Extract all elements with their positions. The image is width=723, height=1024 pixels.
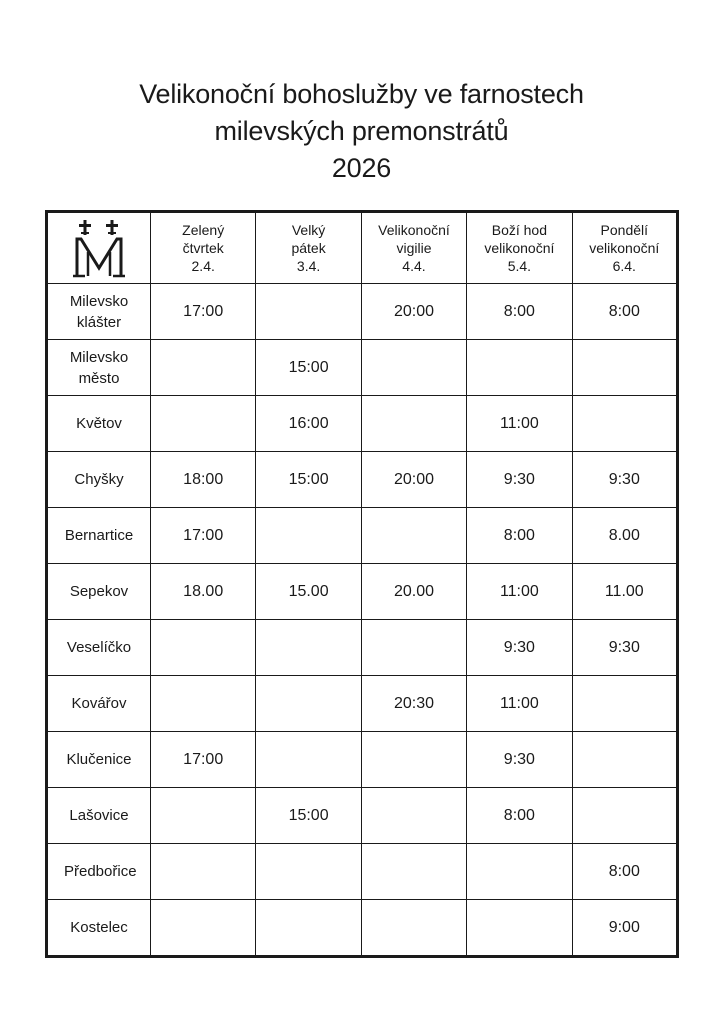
title-line-2: milevských premonstrátů bbox=[214, 116, 509, 146]
service-time: 17:00 bbox=[151, 284, 256, 340]
column-header-line1: Pondělí bbox=[600, 222, 649, 238]
column-header-line3: 2.4. bbox=[191, 258, 215, 274]
service-time: 17:00 bbox=[151, 508, 256, 564]
table-row bbox=[47, 340, 678, 396]
service-time bbox=[572, 732, 677, 788]
service-time: 9:00 bbox=[572, 900, 677, 957]
service-time: 15:00 bbox=[256, 788, 361, 844]
service-time bbox=[467, 844, 572, 900]
service-time bbox=[256, 508, 361, 564]
service-time: 18:00 bbox=[151, 452, 256, 508]
service-time: 9:30 bbox=[572, 452, 677, 508]
service-time bbox=[361, 508, 466, 564]
logo-cell bbox=[47, 212, 151, 284]
service-time: 18.00 bbox=[151, 564, 256, 620]
service-time: 11:00 bbox=[467, 396, 572, 452]
service-time bbox=[361, 620, 466, 676]
column-header-line3: 5.4. bbox=[507, 258, 532, 274]
service-time: 15:00 bbox=[256, 340, 361, 396]
service-time: 11:00 bbox=[467, 564, 572, 620]
table-header-row bbox=[47, 212, 678, 284]
service-time bbox=[256, 284, 361, 340]
service-time: 8:00 bbox=[467, 788, 572, 844]
parish-name: Chyšky bbox=[47, 452, 151, 508]
service-time bbox=[151, 844, 256, 900]
service-time: 15:00 bbox=[256, 452, 361, 508]
table-row bbox=[47, 788, 678, 844]
title-line-1: Velikonoční bohoslužby ve farnostech bbox=[139, 79, 584, 109]
table-row bbox=[47, 844, 678, 900]
column-header bbox=[572, 212, 677, 284]
service-time bbox=[151, 396, 256, 452]
service-time: 11:00 bbox=[467, 676, 572, 732]
parish-name: Bernartice bbox=[47, 508, 151, 564]
premonstratensian-logo-icon bbox=[71, 218, 127, 278]
service-time bbox=[256, 620, 361, 676]
service-time bbox=[361, 844, 466, 900]
parish-name: Sepekov bbox=[47, 564, 151, 620]
service-time bbox=[361, 396, 466, 452]
easter-services-table bbox=[45, 210, 679, 958]
service-time: 8:00 bbox=[572, 844, 677, 900]
service-time bbox=[151, 788, 256, 844]
service-time bbox=[256, 900, 361, 957]
service-time bbox=[361, 732, 466, 788]
column-header-line2: pátek bbox=[291, 240, 326, 256]
service-time: 9:30 bbox=[467, 620, 572, 676]
parish-name: Veselíčko bbox=[47, 620, 151, 676]
column-header-line3: 6.4. bbox=[612, 258, 636, 274]
column-header-line2: velikonoční bbox=[589, 240, 660, 256]
service-time bbox=[361, 340, 466, 396]
parish-name: Lašovice bbox=[47, 788, 151, 844]
table-row bbox=[47, 900, 678, 957]
service-time: 11.00 bbox=[572, 564, 677, 620]
table-row bbox=[47, 620, 678, 676]
parish-name: Předbořice bbox=[47, 844, 151, 900]
service-time: 15.00 bbox=[256, 564, 361, 620]
table-body bbox=[47, 284, 678, 957]
column-header-line2: vigilie bbox=[396, 240, 432, 256]
parish-name: Kostelec bbox=[47, 900, 151, 957]
service-time bbox=[151, 620, 256, 676]
service-time: 8.00 bbox=[572, 508, 677, 564]
service-time: 9:30 bbox=[467, 732, 572, 788]
table-row bbox=[47, 676, 678, 732]
column-header bbox=[256, 212, 361, 284]
table-row bbox=[47, 508, 678, 564]
service-time: 20.00 bbox=[361, 564, 466, 620]
service-time: 16:00 bbox=[256, 396, 361, 452]
service-time bbox=[256, 732, 361, 788]
column-header-line3: 4.4. bbox=[402, 258, 426, 274]
service-time bbox=[256, 676, 361, 732]
page-title bbox=[0, 76, 723, 187]
service-time bbox=[467, 900, 572, 957]
parish-name: Květov bbox=[47, 396, 151, 452]
service-time: 8:00 bbox=[467, 508, 572, 564]
column-header-line1: Velký bbox=[291, 222, 326, 238]
service-time bbox=[151, 676, 256, 732]
column-header-line1: Zelený bbox=[182, 222, 225, 238]
column-header-line1: Boží hod bbox=[491, 222, 547, 238]
parish-name: Kovářov bbox=[47, 676, 151, 732]
column-header bbox=[151, 212, 256, 284]
service-time: 8:00 bbox=[572, 284, 677, 340]
service-time: 17:00 bbox=[151, 732, 256, 788]
service-time: 9:30 bbox=[572, 620, 677, 676]
column-header-line1: Velikonoční bbox=[378, 222, 450, 238]
parish-name: Milevsko město bbox=[47, 340, 151, 396]
service-time bbox=[256, 844, 361, 900]
table-row bbox=[47, 396, 678, 452]
service-time: 9:30 bbox=[467, 452, 572, 508]
parish-name: Klučenice bbox=[47, 732, 151, 788]
column-header bbox=[467, 212, 572, 284]
column-header-line2: velikonoční bbox=[484, 240, 555, 256]
parish-name: Milevsko klášter bbox=[47, 284, 151, 340]
service-time bbox=[361, 788, 466, 844]
title-year: 2026 bbox=[331, 153, 392, 183]
table-row bbox=[47, 732, 678, 788]
service-time: 8:00 bbox=[467, 284, 572, 340]
service-time bbox=[572, 676, 677, 732]
table-row bbox=[47, 564, 678, 620]
column-header-line3: 3.4. bbox=[296, 258, 321, 274]
column-header-line2: čtvrtek bbox=[182, 240, 224, 256]
table-row bbox=[47, 452, 678, 508]
table-row bbox=[47, 284, 678, 340]
service-time bbox=[467, 340, 572, 396]
service-time bbox=[151, 340, 256, 396]
service-time bbox=[151, 900, 256, 957]
service-time bbox=[572, 396, 677, 452]
service-time: 20:00 bbox=[361, 284, 466, 340]
service-time bbox=[572, 340, 677, 396]
service-time bbox=[361, 900, 466, 957]
service-time: 20:30 bbox=[361, 676, 466, 732]
column-header bbox=[361, 212, 466, 284]
service-time bbox=[572, 788, 677, 844]
service-time: 20:00 bbox=[361, 452, 466, 508]
